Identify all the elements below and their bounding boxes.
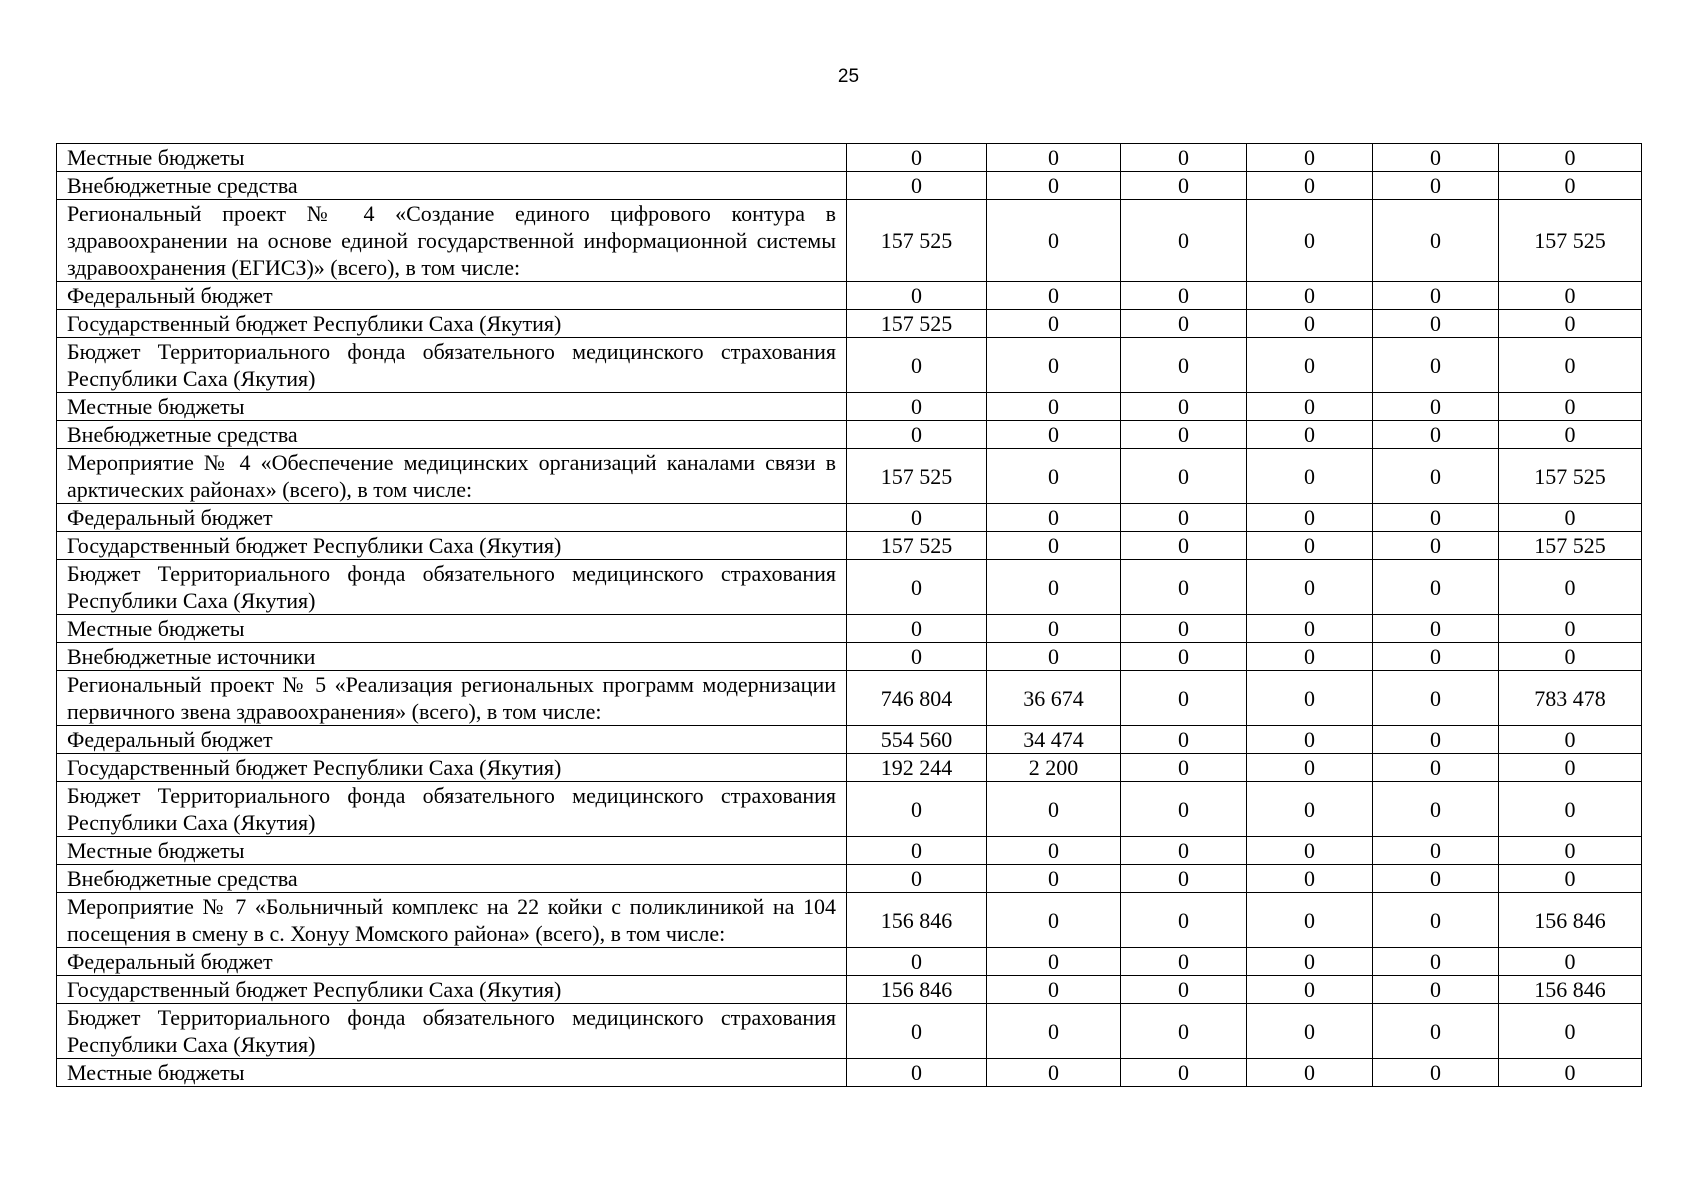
row-label: Местные бюджеты xyxy=(57,1059,847,1087)
row-label: Бюджет Территориального фонда обязательного медицинского страхования Республики Саха (Якутия) xyxy=(57,782,847,837)
row-value: 0 xyxy=(1499,1059,1642,1087)
row-value: 0 xyxy=(1247,726,1373,754)
row-value: 157 525 xyxy=(847,200,987,282)
table-body xyxy=(57,144,1642,1087)
row-label: Местные бюджеты xyxy=(57,837,847,865)
row-value: 0 xyxy=(1373,338,1499,393)
table-row xyxy=(57,754,1642,782)
row-value: 0 xyxy=(1121,310,1247,338)
row-value: 0 xyxy=(1247,976,1373,1004)
row-value: 0 xyxy=(1247,893,1373,948)
row-value: 0 xyxy=(847,144,987,172)
row-label: Местные бюджеты xyxy=(57,615,847,643)
table-row xyxy=(57,310,1642,338)
row-value: 0 xyxy=(1499,948,1642,976)
row-value: 0 xyxy=(1121,671,1247,726)
row-value: 0 xyxy=(1121,643,1247,671)
row-value: 0 xyxy=(1121,837,1247,865)
table-row xyxy=(57,282,1642,310)
row-value: 0 xyxy=(1373,532,1499,560)
table-row xyxy=(57,865,1642,893)
row-value: 0 xyxy=(1373,948,1499,976)
row-value: 0 xyxy=(1499,837,1642,865)
row-label: Бюджет Территориального фонда обязательного медицинского страхования Республики Саха (Якутия) xyxy=(57,1004,847,1059)
row-value: 0 xyxy=(1121,754,1247,782)
row-value: 0 xyxy=(847,338,987,393)
row-value: 157 525 xyxy=(1499,200,1642,282)
row-value: 0 xyxy=(1373,1059,1499,1087)
row-value: 0 xyxy=(987,449,1121,504)
row-value: 0 xyxy=(1373,144,1499,172)
row-value: 0 xyxy=(1499,310,1642,338)
row-value: 0 xyxy=(847,837,987,865)
row-value: 0 xyxy=(1121,532,1247,560)
row-value: 0 xyxy=(1247,865,1373,893)
row-value: 0 xyxy=(987,893,1121,948)
table-row xyxy=(57,1059,1642,1087)
row-value: 0 xyxy=(987,976,1121,1004)
row-value: 0 xyxy=(1499,726,1642,754)
row-value: 0 xyxy=(1247,504,1373,532)
row-label: Местные бюджеты xyxy=(57,144,847,172)
table-row xyxy=(57,532,1642,560)
table-row xyxy=(57,338,1642,393)
table-row xyxy=(57,421,1642,449)
row-value: 0 xyxy=(1499,754,1642,782)
row-value: 0 xyxy=(1121,948,1247,976)
row-value: 0 xyxy=(987,865,1121,893)
table-row xyxy=(57,172,1642,200)
table-row xyxy=(57,449,1642,504)
row-value: 0 xyxy=(987,1004,1121,1059)
row-value: 0 xyxy=(847,421,987,449)
row-label: Региональный проект № 5 «Реализация региональных программ модернизации первичного звена здравоохранения» (всего), в том числе: xyxy=(57,671,847,726)
row-value: 0 xyxy=(1247,837,1373,865)
row-value: 0 xyxy=(1121,726,1247,754)
row-value: 0 xyxy=(1121,560,1247,615)
row-label: Внебюджетные средства xyxy=(57,172,847,200)
row-value: 0 xyxy=(1499,282,1642,310)
row-value: 0 xyxy=(987,282,1121,310)
row-label: Государственный бюджет Республики Саха (Якутия) xyxy=(57,976,847,1004)
row-label: Внебюджетные средства xyxy=(57,865,847,893)
row-value: 0 xyxy=(987,1059,1121,1087)
row-value: 0 xyxy=(1373,200,1499,282)
row-value: 0 xyxy=(847,282,987,310)
row-value: 156 846 xyxy=(1499,976,1642,1004)
row-value: 0 xyxy=(1373,560,1499,615)
row-value: 0 xyxy=(847,393,987,421)
row-value: 0 xyxy=(987,393,1121,421)
row-value: 0 xyxy=(1499,615,1642,643)
row-value: 0 xyxy=(1499,504,1642,532)
row-value: 0 xyxy=(1121,615,1247,643)
row-value: 0 xyxy=(1247,310,1373,338)
row-label: Федеральный бюджет xyxy=(57,948,847,976)
row-value: 0 xyxy=(1499,421,1642,449)
row-value: 0 xyxy=(1247,393,1373,421)
row-value: 0 xyxy=(1499,172,1642,200)
row-value: 554 560 xyxy=(847,726,987,754)
row-value: 0 xyxy=(1247,144,1373,172)
row-value: 0 xyxy=(1247,200,1373,282)
row-value: 0 xyxy=(1373,504,1499,532)
table-row xyxy=(57,837,1642,865)
table-row xyxy=(57,200,1642,282)
row-value: 0 xyxy=(987,310,1121,338)
row-value: 0 xyxy=(847,948,987,976)
row-value: 0 xyxy=(1373,282,1499,310)
row-value: 0 xyxy=(1247,671,1373,726)
table-row xyxy=(57,1004,1642,1059)
row-value: 0 xyxy=(847,172,987,200)
row-label: Федеральный бюджет xyxy=(57,282,847,310)
row-value: 0 xyxy=(847,504,987,532)
row-value: 157 525 xyxy=(847,310,987,338)
row-value: 0 xyxy=(1121,144,1247,172)
row-label: Внебюджетные средства xyxy=(57,421,847,449)
row-value: 0 xyxy=(1121,200,1247,282)
row-value: 0 xyxy=(1373,643,1499,671)
row-value: 0 xyxy=(847,782,987,837)
row-label: Государственный бюджет Республики Саха (Якутия) xyxy=(57,310,847,338)
row-value: 0 xyxy=(847,615,987,643)
table-row xyxy=(57,615,1642,643)
table-row xyxy=(57,643,1642,671)
row-value: 0 xyxy=(1247,282,1373,310)
table-row xyxy=(57,144,1642,172)
row-label: Местные бюджеты xyxy=(57,393,847,421)
row-value: 0 xyxy=(1247,338,1373,393)
row-value: 0 xyxy=(1373,865,1499,893)
row-value: 0 xyxy=(1121,393,1247,421)
table-row xyxy=(57,671,1642,726)
row-value: 157 525 xyxy=(847,449,987,504)
row-value: 0 xyxy=(1121,449,1247,504)
row-label: Мероприятие № 7 «Больничный комплекс на 22 койки с поликлиникой на 104 посещения в смену в с. Хонуу Момского района» (всего), в том числе: xyxy=(57,893,847,948)
row-value: 0 xyxy=(1499,1004,1642,1059)
row-value: 0 xyxy=(1373,1004,1499,1059)
row-value: 0 xyxy=(1373,726,1499,754)
table-row xyxy=(57,948,1642,976)
row-label: Внебюджетные источники xyxy=(57,643,847,671)
row-value: 0 xyxy=(1121,865,1247,893)
row-value: 0 xyxy=(1373,615,1499,643)
row-value: 0 xyxy=(987,615,1121,643)
row-value: 192 244 xyxy=(847,754,987,782)
row-value: 0 xyxy=(1373,837,1499,865)
row-value: 0 xyxy=(1121,893,1247,948)
row-label: Региональный проект № 4 «Создание единого цифрового контура в здравоохранении на основе единой государственной информационной системы здравоохранения (ЕГИСЗ)» (всего), в том числе: xyxy=(57,200,847,282)
table-row xyxy=(57,504,1642,532)
table-row xyxy=(57,893,1642,948)
row-value: 34 474 xyxy=(987,726,1121,754)
row-value: 0 xyxy=(1499,643,1642,671)
row-value: 0 xyxy=(1247,449,1373,504)
row-value: 0 xyxy=(1121,976,1247,1004)
row-value: 0 xyxy=(1499,782,1642,837)
row-value: 156 846 xyxy=(847,976,987,1004)
row-value: 0 xyxy=(1247,615,1373,643)
table-row xyxy=(57,976,1642,1004)
row-value: 0 xyxy=(987,532,1121,560)
row-value: 0 xyxy=(1121,1059,1247,1087)
row-value: 0 xyxy=(1247,782,1373,837)
table-row xyxy=(57,393,1642,421)
row-value: 0 xyxy=(1247,643,1373,671)
row-value: 0 xyxy=(1499,865,1642,893)
row-value: 0 xyxy=(1121,172,1247,200)
row-value: 0 xyxy=(1373,310,1499,338)
row-label: Федеральный бюджет xyxy=(57,504,847,532)
row-value: 157 525 xyxy=(1499,532,1642,560)
row-value: 2 200 xyxy=(987,754,1121,782)
row-value: 156 846 xyxy=(1499,893,1642,948)
row-value: 0 xyxy=(1247,1059,1373,1087)
row-value: 0 xyxy=(847,1004,987,1059)
row-value: 0 xyxy=(987,560,1121,615)
row-value: 0 xyxy=(987,643,1121,671)
row-value: 0 xyxy=(1247,1004,1373,1059)
row-value: 0 xyxy=(1247,421,1373,449)
row-value: 36 674 xyxy=(987,671,1121,726)
row-value: 0 xyxy=(1121,421,1247,449)
row-value: 0 xyxy=(987,421,1121,449)
row-label: Бюджет Территориального фонда обязательного медицинского страхования Республики Саха (Якутия) xyxy=(57,560,847,615)
row-value: 746 804 xyxy=(847,671,987,726)
row-value: 0 xyxy=(987,200,1121,282)
row-value: 0 xyxy=(1247,948,1373,976)
row-value: 0 xyxy=(1499,393,1642,421)
row-label: Мероприятие № 4 «Обеспечение медицинских организаций каналами связи в арктических районах» (всего), в том числе: xyxy=(57,449,847,504)
row-value: 0 xyxy=(1499,560,1642,615)
page-number: 25 xyxy=(837,66,860,87)
row-value: 0 xyxy=(1373,782,1499,837)
row-value: 0 xyxy=(1499,144,1642,172)
row-value: 0 xyxy=(1247,560,1373,615)
row-value: 783 478 xyxy=(1499,671,1642,726)
row-value: 0 xyxy=(987,504,1121,532)
table-row xyxy=(57,726,1642,754)
row-label: Государственный бюджет Республики Саха (Якутия) xyxy=(57,754,847,782)
row-value: 0 xyxy=(1499,338,1642,393)
row-value: 0 xyxy=(847,643,987,671)
row-value: 0 xyxy=(1373,976,1499,1004)
table-row xyxy=(57,560,1642,615)
row-value: 0 xyxy=(1121,282,1247,310)
row-value: 0 xyxy=(1121,1004,1247,1059)
row-value: 0 xyxy=(1121,338,1247,393)
row-value: 0 xyxy=(1247,532,1373,560)
row-value: 0 xyxy=(987,948,1121,976)
row-label: Бюджет Территориального фонда обязательного медицинского страхования Республики Саха (Якутия) xyxy=(57,338,847,393)
row-value: 0 xyxy=(987,172,1121,200)
row-value: 0 xyxy=(1121,504,1247,532)
row-value: 0 xyxy=(1247,172,1373,200)
row-value: 0 xyxy=(1121,782,1247,837)
row-value: 0 xyxy=(1247,754,1373,782)
row-value: 157 525 xyxy=(847,532,987,560)
row-value: 0 xyxy=(847,865,987,893)
row-value: 0 xyxy=(847,1059,987,1087)
budget-table xyxy=(56,143,1642,1087)
row-value: 157 525 xyxy=(1499,449,1642,504)
row-label: Государственный бюджет Республики Саха (Якутия) xyxy=(57,532,847,560)
row-value: 0 xyxy=(847,560,987,615)
row-value: 0 xyxy=(1373,671,1499,726)
row-value: 0 xyxy=(987,144,1121,172)
row-value: 0 xyxy=(987,338,1121,393)
row-value: 156 846 xyxy=(847,893,987,948)
row-value: 0 xyxy=(1373,421,1499,449)
row-value: 0 xyxy=(1373,449,1499,504)
row-value: 0 xyxy=(1373,893,1499,948)
row-label: Федеральный бюджет xyxy=(57,726,847,754)
table-row xyxy=(57,782,1642,837)
row-value: 0 xyxy=(987,837,1121,865)
row-value: 0 xyxy=(1373,172,1499,200)
row-value: 0 xyxy=(987,782,1121,837)
row-value: 0 xyxy=(1373,754,1499,782)
row-value: 0 xyxy=(1373,393,1499,421)
